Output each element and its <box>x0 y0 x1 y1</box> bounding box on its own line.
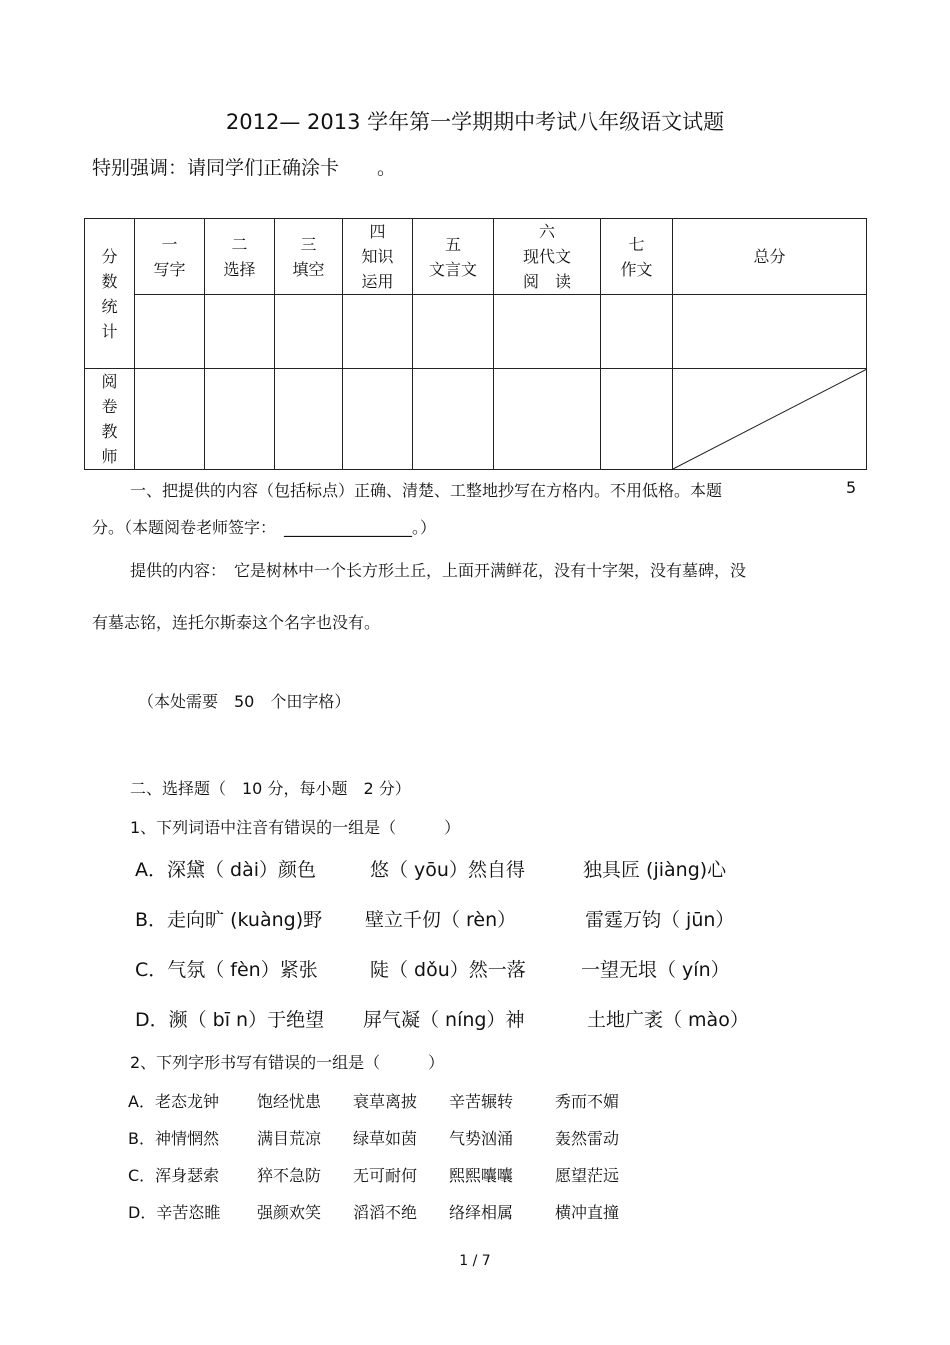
teacher-cell <box>135 369 205 470</box>
teacher-cell <box>343 369 413 470</box>
header-knowledge: 四 知识 运用 <box>343 219 413 295</box>
provided-content-line1: 提供的内容： 它是树林中一个长方形土丘，上面开满鲜花，没有十字架，没有墓碑，没 <box>130 561 747 580</box>
header-modern-reading: 六 现代文 阅 读 <box>494 219 601 295</box>
score-cell <box>275 295 343 369</box>
score-cell <box>135 295 205 369</box>
teacher-cell <box>413 369 494 470</box>
teacher-cell <box>205 369 275 470</box>
score-cell <box>494 295 601 369</box>
section1-instruction: 一、把提供的内容（包括标点）正确、清楚、工整地抄写在方格内。不用低格。本题 <box>130 481 723 500</box>
grid-note: （本处需要 50 个田字格） <box>138 692 351 711</box>
teacher-cell <box>275 369 343 470</box>
row-label-grading-teacher: 阅 卷 教 师 <box>85 369 135 470</box>
header-composition: 七 作文 <box>601 219 673 295</box>
header-total: 总分 <box>673 219 867 295</box>
special-notice: 特别强调：请同学们正确涂卡 。 <box>92 157 397 179</box>
score-cell <box>205 295 275 369</box>
header-classical: 五 文言文 <box>413 219 494 295</box>
teacher-cell <box>601 369 673 470</box>
score-cell <box>673 295 867 369</box>
section1-points: 5 <box>846 478 857 497</box>
score-cell <box>343 295 413 369</box>
diagonal-line <box>673 369 867 469</box>
diagonal-cell <box>673 369 867 470</box>
section2-heading: 二、选择题（ 10 分，每小题 2 分） <box>130 779 411 798</box>
question2-stem: 2、下列字形书写有错误的一组是（ ） <box>130 1053 445 1072</box>
provided-content-line2: 有墓志铭，连托尔斯泰这个名字也没有。 <box>92 613 381 632</box>
question1-stem: 1、下列词语中注音有错误的一组是（ ） <box>130 818 461 837</box>
header-writing: 一 写字 <box>135 219 205 295</box>
teacher-cell <box>494 369 601 470</box>
score-table <box>84 218 867 470</box>
score-cell <box>413 295 494 369</box>
score-cell <box>601 295 673 369</box>
page-title: 2012— 2013 学年第一学期期中考试八年级语文试题 <box>225 110 725 134</box>
header-choice: 二 选择 <box>205 219 275 295</box>
page-number: 1 / 7 <box>459 1253 491 1269</box>
section1-signature-line: 分。（本题阅卷老师签字： ________________。） <box>92 518 437 537</box>
header-fill: 三 填空 <box>275 219 343 295</box>
row-label-score-stats: 分 数 统 计 <box>85 219 135 369</box>
